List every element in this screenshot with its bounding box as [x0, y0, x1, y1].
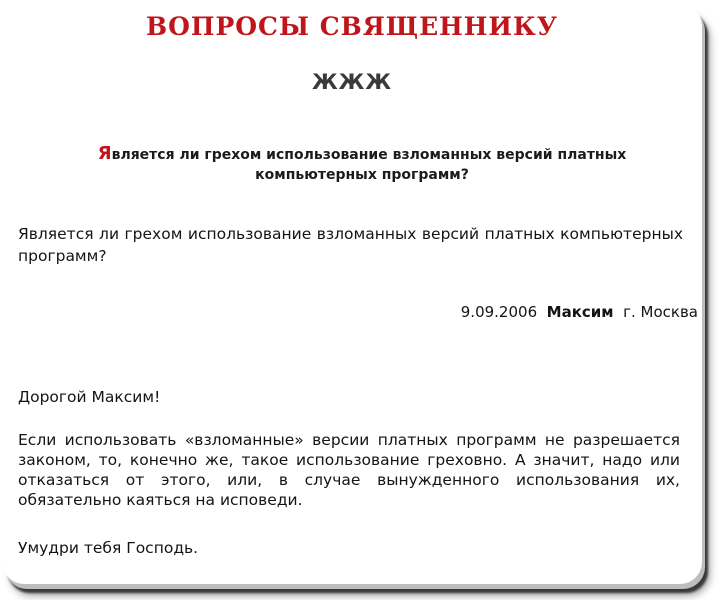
signature-city: г. Москва [623, 303, 698, 321]
answer-body: Если использовать «взломанные» версии платных программ не разрешается законом, то, конечно же, такое использование греховно. А значит, надо или отказаться от этого, или, в случае вынужденного использования их, обязательно каяться на исповеди. [18, 431, 680, 509]
question-heading-initial: Я [97, 143, 112, 164]
question-body: Является ли грехом использование взломанных версий платных компьютерных программ? [18, 225, 683, 265]
signature-date: 9.09.2006 [460, 303, 538, 321]
question-heading-text: вляется ли грехом использование взломанных версий платных компьютерных программ? [111, 147, 627, 183]
article-card [2, 4, 702, 584]
signature-name: Максим [546, 303, 614, 321]
question-signature [18, 303, 698, 321]
page-title: ВОПРОСЫ СВЯЩЕННИКУ [145, 12, 559, 41]
answer-greeting: Дорогой Максим! [18, 388, 161, 406]
ornament-divider: ЖЖЖ [311, 70, 393, 94]
question-heading [42, 144, 682, 185]
answer-closing: Умудри тебя Господь. [18, 539, 199, 557]
